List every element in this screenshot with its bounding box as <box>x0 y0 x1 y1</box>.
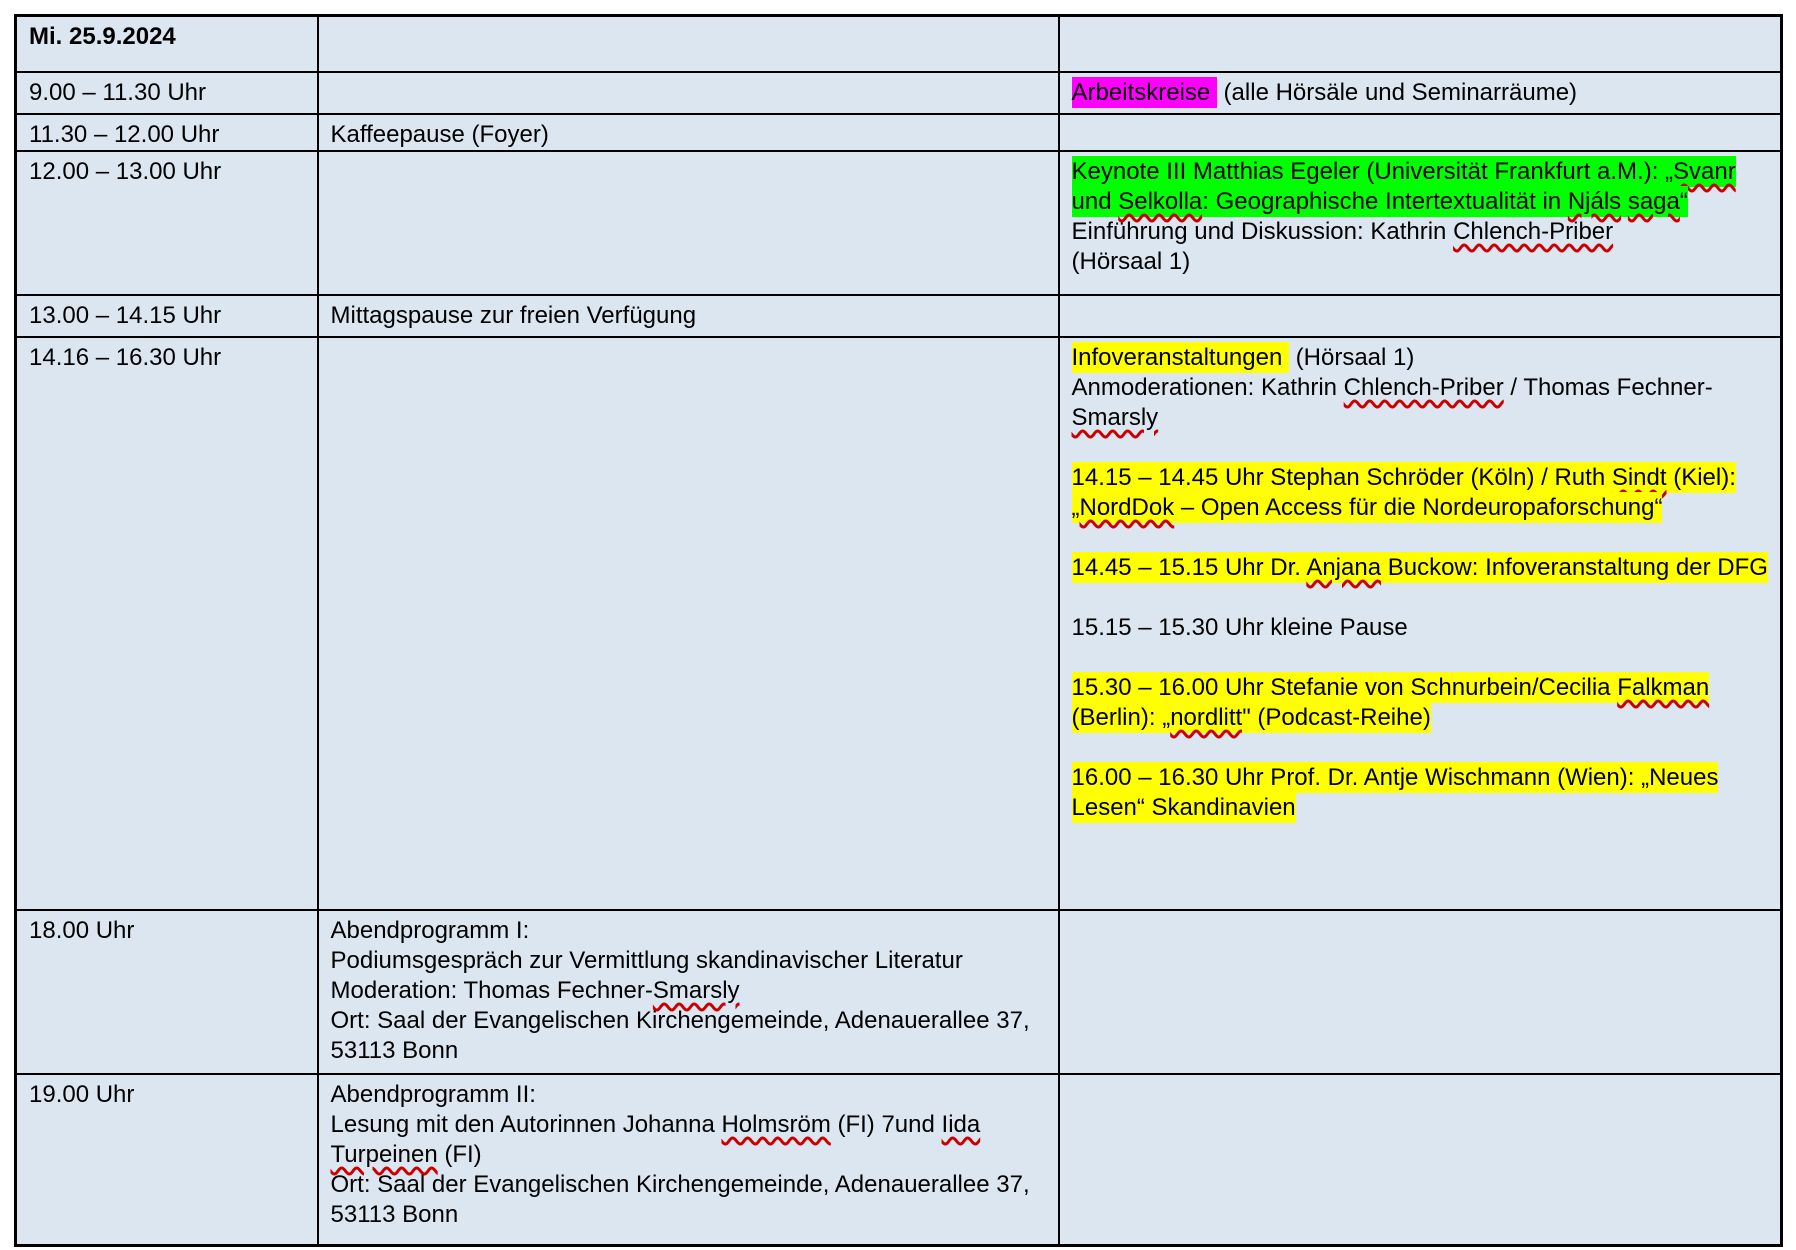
blank-line <box>1072 643 1771 673</box>
text-segment: Abendprogramm II: <box>330 1080 536 1108</box>
paragraph <box>29 157 307 187</box>
highlighted-text: Arbeitskreise <box>1071 78 1217 106</box>
highlighted-text: „ <box>1162 703 1171 731</box>
text-segment: Einführung und Diskussion: Kathrin <box>1071 217 1454 245</box>
blank-line <box>1072 433 1771 463</box>
text-segment: (FI) 7und <box>830 1110 942 1138</box>
text-segment: Abendprogramm I: <box>330 916 530 944</box>
table-row-row-1300 <box>16 295 1782 337</box>
highlighted-text: saga <box>1627 187 1680 215</box>
schedule-table <box>14 14 1783 1247</box>
misspelled-text: Smarsly <box>652 976 740 1004</box>
table-row-row-1800 <box>16 910 1782 1074</box>
header-row-general-program-cell <box>318 16 1059 72</box>
row-1900-sessions-cell <box>1059 1074 1782 1246</box>
text-segment: / Thomas Fechner- <box>1503 373 1713 401</box>
paragraph <box>1072 217 1771 247</box>
highlighted-text: nordlitt <box>1170 703 1243 731</box>
text-segment: Podiumsgespräch zur Vermittlung skandinavischer Literatur <box>330 946 963 974</box>
row-1900-time-cell <box>16 1074 318 1246</box>
paragraph <box>29 301 307 331</box>
text-segment: Ort: Saal der Evangelischen Kirchengemeinde, Adenauerallee 37, 53113 Bonn <box>330 1170 1030 1228</box>
row-1200-general-program-cell <box>318 151 1059 295</box>
paragraph <box>331 1080 1048 1110</box>
text-segment: 14.16 – 16.30 Uhr <box>29 343 222 371</box>
paragraph <box>1072 463 1771 523</box>
paragraph <box>1072 763 1771 823</box>
text-segment: Anmoderationen: Kathrin <box>1071 373 1344 401</box>
blank-line <box>1072 733 1771 763</box>
row-1130-general-program-cell <box>318 114 1059 151</box>
row-1200-time-cell <box>16 151 318 295</box>
highlighted-text: und <box>1071 187 1119 215</box>
paragraph <box>1072 373 1771 433</box>
row-1130-time-cell <box>16 114 318 151</box>
row-1416-time-cell <box>16 337 318 910</box>
paragraph <box>29 22 307 52</box>
row-1300-sessions-cell <box>1059 295 1782 337</box>
text-segment: (Hörsaal 1) <box>1289 343 1415 371</box>
text-segment: Ort: Saal der Evangelischen Kirchengemeinde, Adenauerallee 37, 53113 Bonn <box>330 1006 1030 1064</box>
paragraph <box>331 976 1048 1006</box>
highlighted-text: Buckow: Infoveranstaltung der DFG <box>1381 553 1768 581</box>
paragraph <box>331 946 1048 976</box>
row-0900-general-program-cell <box>318 72 1059 114</box>
highlighted-text: 16.00 – 16.30 Uhr Prof. Dr. Antje Wischmann (Wien): „Neues Lesen“ Skandinavien <box>1071 763 1719 821</box>
paragraph <box>1072 343 1771 373</box>
highlighted-text: 15.30 – 16.00 Uhr Stefanie von Schnurbein/Cecilia <box>1071 673 1618 701</box>
row-1416-general-program-cell <box>318 337 1059 910</box>
row-1300-general-program-cell <box>318 295 1059 337</box>
highlighted-text <box>1621 186 1628 217</box>
text-segment: 13.00 – 14.15 Uhr <box>29 301 222 329</box>
row-0900-time-cell <box>16 72 318 114</box>
row-1416-sessions-cell <box>1059 337 1782 910</box>
table-row-row-1200 <box>16 151 1782 295</box>
paragraph <box>1072 78 1771 108</box>
highlighted-text: Sindt <box>1611 463 1667 491</box>
header-row-time-cell <box>16 16 318 72</box>
highlighted-text: „ <box>1665 157 1674 185</box>
table-row-row-1900 <box>16 1074 1782 1246</box>
misspelled-text: Iida <box>941 1110 981 1138</box>
highlighted-text: Njáls <box>1567 187 1622 215</box>
text-segment: 9.00 – 11.30 Uhr <box>29 78 207 106</box>
highlighted-text: Svanr <box>1673 157 1736 185</box>
row-1300-time-cell <box>16 295 318 337</box>
row-1900-general-program-cell <box>318 1074 1059 1246</box>
text-segment: (Hörsaal 1) <box>1071 247 1191 275</box>
highlighted-text: “ <box>1679 187 1688 215</box>
paragraph <box>331 1006 1048 1066</box>
highlighted-text: (Kiel): <box>1666 463 1736 491</box>
misspelled-text: Chlench-Priber <box>1453 217 1614 245</box>
paragraph <box>331 120 1048 150</box>
row-1800-general-program-cell <box>318 910 1059 1074</box>
header-row-sessions-cell <box>1059 16 1782 72</box>
misspelled-text: Turpeinen <box>330 1140 438 1168</box>
schedule-table-body <box>16 16 1782 1246</box>
blank-line <box>1072 583 1771 613</box>
paragraph <box>29 78 307 108</box>
row-1130-sessions-cell <box>1059 114 1782 151</box>
highlighted-text: (Berlin): <box>1071 703 1163 731</box>
paragraph <box>1072 247 1771 277</box>
highlighted-text: – Open Access für die Nordeuropaforschung“ <box>1174 493 1663 521</box>
row-1200-sessions-cell <box>1059 151 1782 295</box>
highlighted-text: „ <box>1071 493 1080 521</box>
highlighted-text: " (Podcast-Reihe) <box>1242 703 1431 731</box>
paragraph <box>1072 553 1771 583</box>
row-1800-sessions-cell <box>1059 910 1782 1074</box>
text-segment: (FI) <box>437 1140 482 1168</box>
paragraph <box>331 1110 1048 1170</box>
highlighted-text: Infoveranstaltungen <box>1071 343 1289 371</box>
paragraph <box>29 120 307 150</box>
misspelled-text: Chlench-Priber <box>1343 373 1504 401</box>
paragraph <box>1072 673 1771 733</box>
paragraph <box>1072 157 1771 217</box>
text-segment: Mittagspause zur freien Verfügung <box>330 301 697 329</box>
highlighted-text: : Geographische Intertextualität in <box>1202 187 1568 215</box>
highlighted-text: Keynote III Matthias Egeler (Universität Frankfurt a.M.): <box>1071 157 1666 185</box>
text-segment: 19.00 Uhr <box>29 1080 135 1108</box>
highlighted-text: Falkman <box>1617 673 1710 701</box>
text-segment: (alle Hörsäle und Seminarräume) <box>1216 78 1578 106</box>
highlighted-text: Selkolla <box>1118 187 1203 215</box>
row-1800-time-cell <box>16 910 318 1074</box>
paragraph <box>29 343 307 373</box>
text-segment: 11.30 – 12.00 Uhr <box>29 120 220 148</box>
highlighted-text: 14.45 – 15.15 Uhr Dr. <box>1071 553 1307 581</box>
text-segment: Mi. 25.9.2024 <box>29 23 176 50</box>
blank-line <box>1072 523 1771 553</box>
text-segment: Lesung mit den Autorinnen Johanna <box>330 1110 722 1138</box>
row-0900-sessions-cell <box>1059 72 1782 114</box>
highlighted-text: 14.15 – 14.45 Uhr Stephan Schröder (Köln) / Ruth <box>1071 463 1612 491</box>
paragraph <box>331 1170 1048 1230</box>
text-segment: 15.15 – 15.30 Uhr kleine Pause <box>1071 613 1408 641</box>
table-row-header-row <box>16 16 1782 72</box>
text-segment: 12.00 – 13.00 Uhr <box>29 157 222 185</box>
misspelled-text: Smarsly <box>1071 403 1159 431</box>
text-segment: Moderation: Thomas Fechner- <box>330 976 653 1004</box>
highlighted-text: NordDok <box>1079 493 1175 521</box>
text-segment: Kaffeepause (Foyer) <box>330 120 549 148</box>
paragraph <box>331 916 1048 946</box>
table-row-row-1130 <box>16 114 1782 151</box>
paragraph <box>331 301 1048 331</box>
table-row-row-0900 <box>16 72 1782 114</box>
paragraph <box>1072 613 1771 643</box>
misspelled-text: Holmsröm <box>721 1110 831 1138</box>
table-row-row-1416 <box>16 337 1782 910</box>
highlighted-text: Anjana <box>1306 553 1382 581</box>
paragraph <box>29 916 307 946</box>
text-segment: 18.00 Uhr <box>29 916 135 944</box>
paragraph <box>29 1080 307 1110</box>
